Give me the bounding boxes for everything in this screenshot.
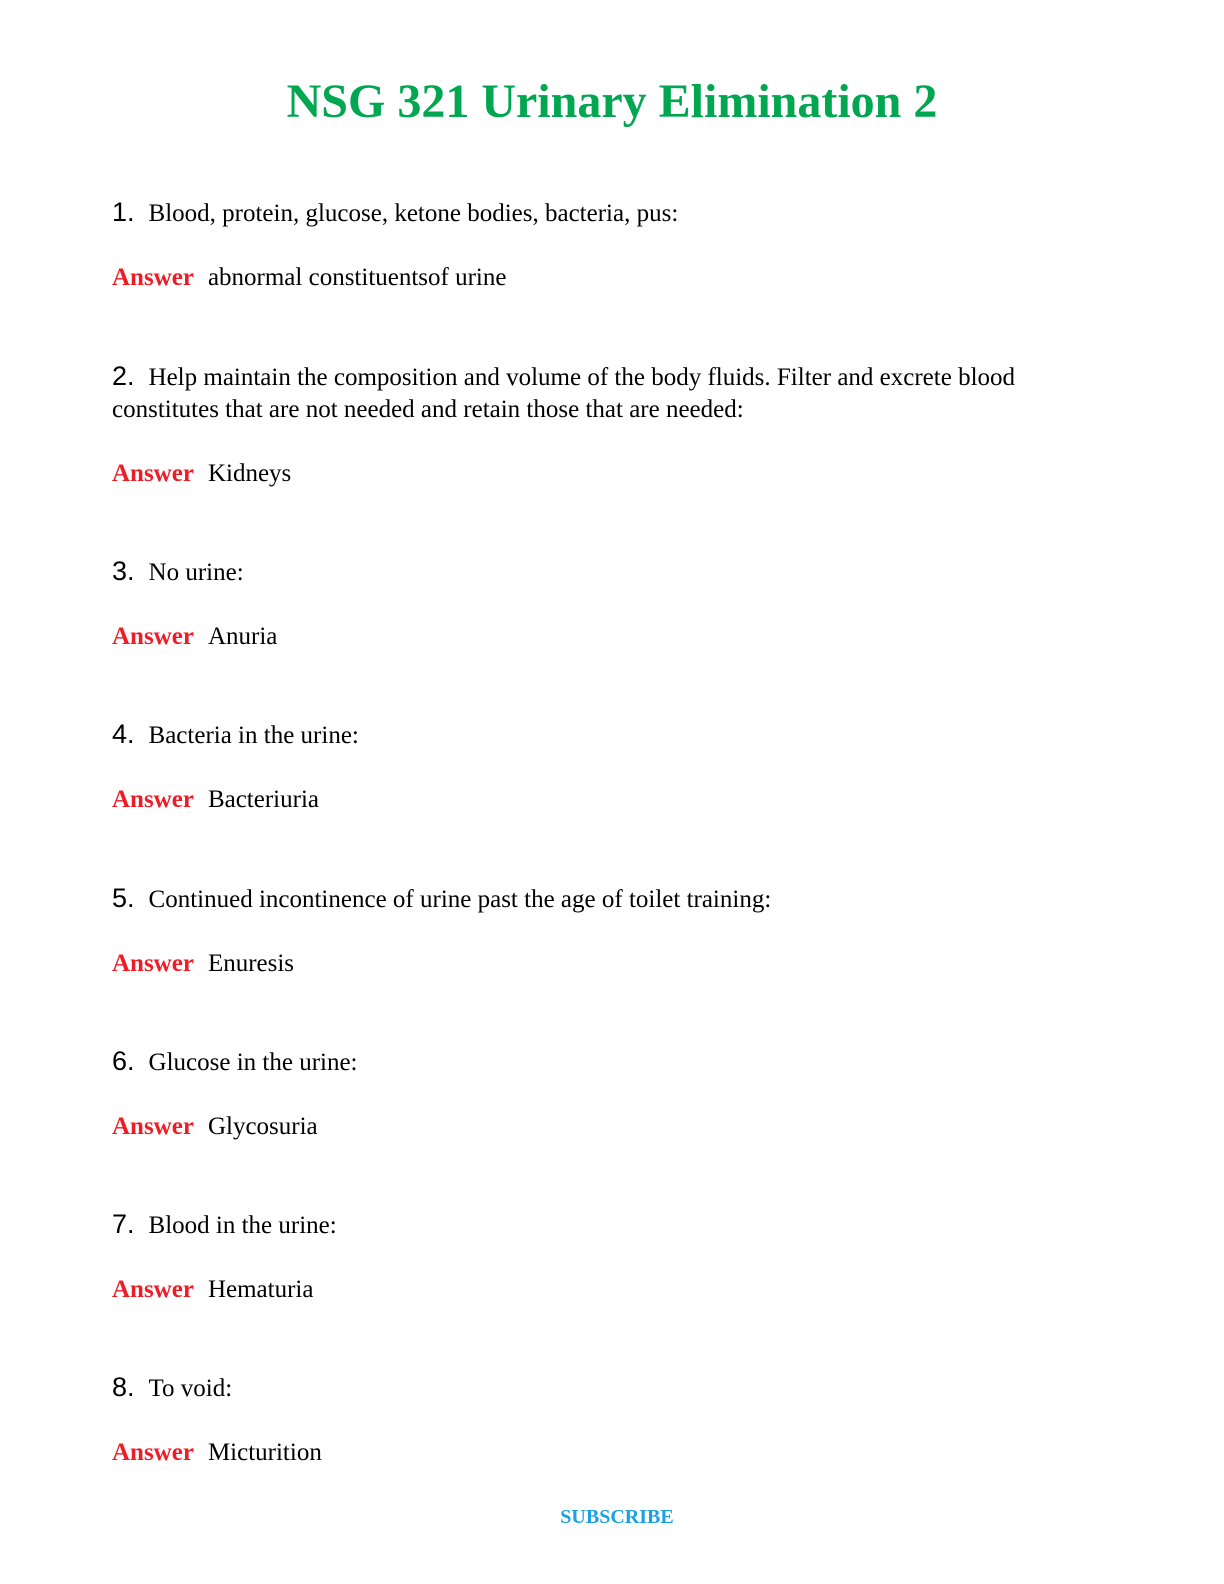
question-number: 4. [112,719,135,749]
answer-text: Glycosuria [207,1113,318,1140]
answer-label: Answer [112,460,194,487]
question-number: 1. [112,197,135,227]
subscribe-link[interactable]: SUBSCRIBE [560,1506,674,1528]
question-text: To void: [148,1375,233,1402]
question [112,1208,1122,1242]
answer [112,458,1122,490]
question-number: 8. [112,1372,135,1402]
question-number: 2. [112,361,135,391]
answer-label: Answer [112,1439,194,1466]
qa-item [112,1371,1122,1469]
answer [112,1274,1122,1306]
answer-label: Answer [112,264,194,291]
answer-label: Answer [112,1276,194,1303]
question [112,718,1122,752]
question-text: Glucose in the urine: [148,1049,358,1076]
answer-text: Enuresis [207,950,295,977]
answer-text: Hematuria [207,1276,314,1303]
answer [112,1437,1122,1469]
question-number: 7. [112,1209,135,1239]
question-text: Blood in the urine: [148,1212,337,1239]
question-text: Continued incontinence of urine past the age of toilet training: [148,886,772,913]
qa-item [112,882,1122,980]
question-number: 3. [112,556,135,586]
question [112,1371,1122,1405]
question [112,196,1122,230]
answer [112,262,1122,294]
qa-item [112,360,1122,490]
question [112,555,1122,589]
answer-label: Answer [112,623,194,650]
qa-item [112,1208,1122,1306]
answer-text: Bacteriuria [207,786,319,813]
qa-item [112,718,1122,816]
qa-item [112,196,1122,294]
answer-text: Micturition [207,1439,322,1466]
question-text: Help maintain the composition and volume of the body fluids. Filter and excrete blood constitutes that are not needed and retain those that are needed: [112,364,1016,423]
question-text: Bacteria in the urine: [148,722,359,749]
answer-label: Answer [112,786,194,813]
answer-text: Kidneys [207,460,292,487]
question [112,360,1122,426]
question-number: 5. [112,883,135,913]
question-text: No urine: [148,559,244,586]
question-number: 6. [112,1046,135,1076]
question-text: Blood, protein, glucose, ketone bodies, bacteria, pus: [148,200,679,227]
answer-text: Anuria [207,623,278,650]
answer [112,948,1122,980]
answer-text: abnormal constituentsof urine [207,264,507,291]
answer-label: Answer [112,950,194,977]
answer [112,621,1122,653]
answer [112,1111,1122,1143]
question [112,882,1122,916]
qa-item [112,1045,1122,1143]
answer-label: Answer [112,1113,194,1140]
question [112,1045,1122,1079]
qa-item [112,555,1122,653]
answer [112,784,1122,816]
page-title: NSG 321 Urinary Elimination 2 [286,75,938,128]
